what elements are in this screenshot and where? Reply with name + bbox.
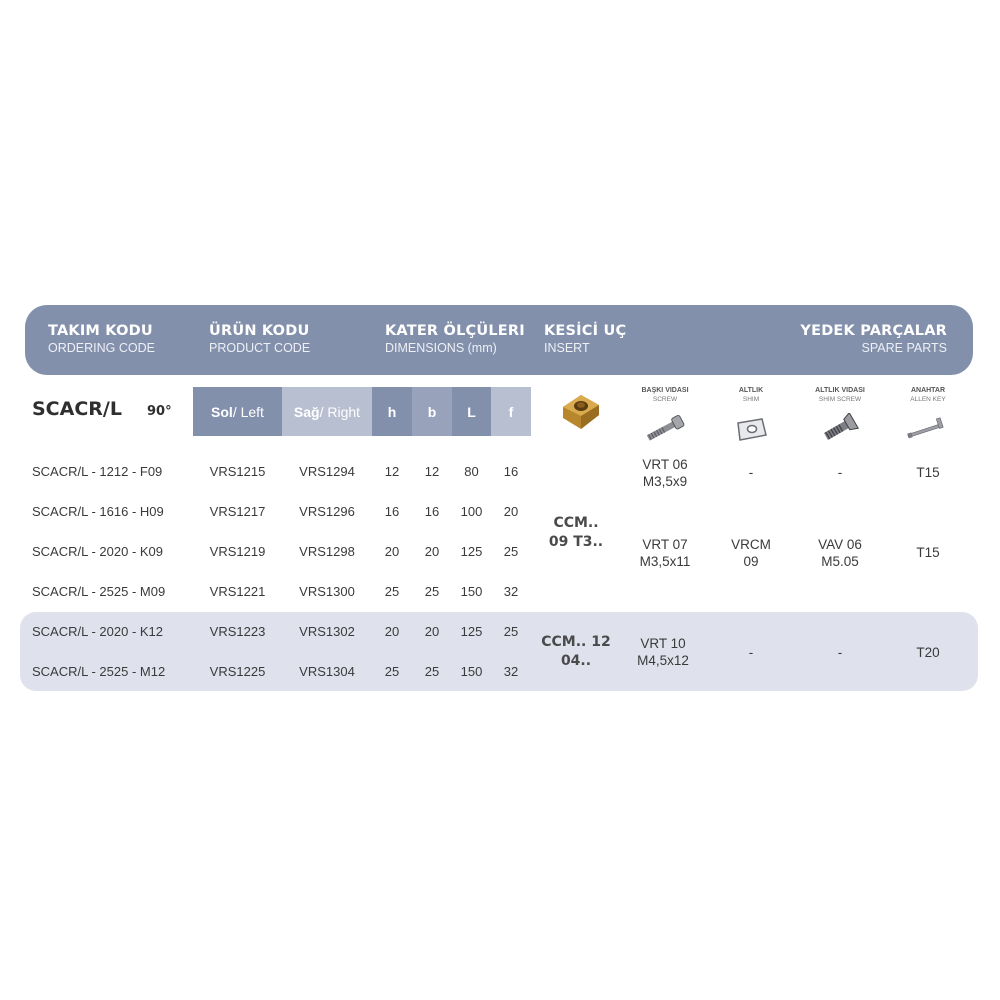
row-ordering-code: SCACR/L - 2525 - M12	[32, 664, 166, 679]
row-left-code: VRS1217	[209, 504, 266, 519]
insert-code-group2	[531, 633, 621, 671]
row-ordering-code: SCACR/L - 2020 - K12	[32, 624, 164, 639]
row-L: 80	[464, 464, 479, 479]
row-right-code: VRS1302	[299, 624, 355, 639]
shim-code-group2: -	[748, 645, 754, 660]
row-left-code: VRS1221	[209, 584, 266, 599]
subheader-h: h	[372, 387, 412, 436]
row-L: 150	[460, 664, 483, 679]
row-L: 125	[460, 624, 483, 639]
allen-key-code-group2: T20	[916, 645, 940, 660]
row-ordering-code: SCACR/L - 1212 - F09	[32, 464, 163, 479]
row-h: 16	[384, 504, 400, 519]
row-L: 150	[460, 584, 483, 599]
screw-icon	[640, 413, 690, 445]
allen-key-code-row1: T15	[916, 465, 940, 480]
row-h: 20	[384, 544, 400, 559]
insert-code-line: CCM.. 12 04..	[541, 634, 611, 669]
spare-head-allen-key: ANAHTAR ALLEN KEY	[910, 387, 946, 403]
row-ordering-code: SCACR/L - 1616 - H09	[32, 504, 164, 519]
insert-code-group1	[531, 514, 621, 552]
spare-head-shim-screw: ALTLIK VIDASI SHIM SCREW	[815, 387, 865, 403]
row-h: 25	[384, 664, 400, 679]
row-b: 25	[424, 584, 440, 599]
row-right-code: VRS1300	[299, 584, 355, 599]
shim-icon	[726, 413, 776, 445]
screw-code-group2: VRT 10 M4,5x12	[637, 636, 689, 668]
row-h: 20	[384, 624, 400, 639]
row-right-code: VRS1294	[299, 464, 355, 479]
screw-code-group1: VRT 07 M3,5x11	[639, 537, 691, 569]
row-left-code: VRS1223	[209, 624, 266, 639]
row-f: 25	[503, 544, 519, 559]
subheader-f: f	[491, 387, 531, 436]
shim-code-row1: -	[748, 465, 754, 480]
shim-screw-code-group1: VAV 06 M5.05	[818, 537, 862, 569]
insert-code-line: CCM.. 09 T3..	[548, 515, 604, 550]
row-left-code: VRS1219	[209, 544, 266, 559]
row-h: 12	[384, 464, 400, 479]
table-header-band	[25, 305, 973, 375]
spare-head-screw: BAŞKI VIDASI SCREW	[641, 387, 689, 403]
row-left-code: VRS1215	[209, 464, 266, 479]
row-b: 16	[424, 504, 440, 519]
shim-screw-code-row1: -	[837, 465, 843, 480]
header-dimensions: KATER ÖLÇÜLERI DIMENSIONS (mm)	[385, 323, 525, 355]
row-L: 100	[460, 504, 483, 519]
row-f: 25	[503, 624, 519, 639]
row-f: 16	[503, 464, 519, 479]
header-product-code: ÜRÜN KODU PRODUCT CODE	[209, 323, 311, 355]
screw-code-row1: VRT 06 M3,5x9	[642, 457, 688, 489]
row-left-code: VRS1225	[209, 664, 266, 679]
row-L: 125	[460, 544, 483, 559]
header-ordering-code: TAKIM KODU ORDERING CODE	[48, 323, 155, 355]
row-b: 25	[424, 664, 440, 679]
model-angle: 90°	[147, 404, 172, 419]
allen-key-code-group1: T15	[916, 545, 940, 560]
shim-screw-icon	[814, 413, 864, 445]
allen-key-icon	[903, 413, 953, 445]
subheader-left: Sol / Left	[193, 387, 282, 436]
row-h: 25	[384, 584, 400, 599]
model-name: SCACR/L	[32, 398, 122, 420]
row-ordering-code: SCACR/L - 2020 - K09	[32, 544, 164, 559]
shim-code-group1: VRCM 09	[731, 537, 771, 569]
row-b: 12	[424, 464, 440, 479]
row-right-code: VRS1298	[299, 544, 355, 559]
insert-icon	[560, 393, 602, 431]
shim-screw-code-group2: -	[837, 645, 843, 660]
row-f: 32	[503, 664, 519, 679]
spare-head-shim: ALTLIK SHIM	[738, 387, 764, 403]
row-f: 32	[503, 584, 519, 599]
subheader-b: b	[412, 387, 452, 436]
header-spare-parts: YEDEK PARÇALAR SPARE PARTS	[800, 323, 947, 355]
row-b: 20	[424, 544, 440, 559]
subheader-L: L	[452, 387, 491, 436]
row-b: 20	[424, 624, 440, 639]
row-right-code: VRS1296	[299, 504, 355, 519]
row-right-code: VRS1304	[299, 664, 355, 679]
header-insert: KESİCİ UÇ INSERT	[544, 323, 627, 355]
row-f: 20	[503, 504, 519, 519]
subheader-right: Sağ / Right	[282, 387, 372, 436]
row-ordering-code: SCACR/L - 2525 - M09	[32, 584, 166, 599]
